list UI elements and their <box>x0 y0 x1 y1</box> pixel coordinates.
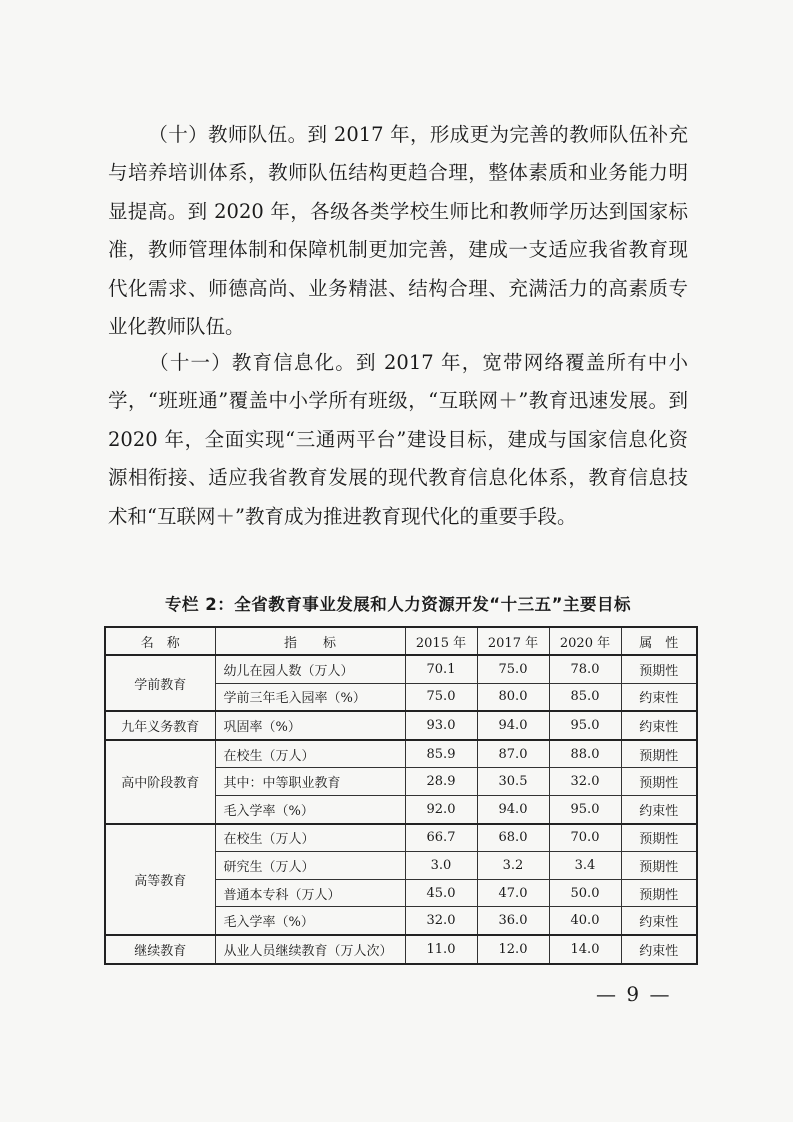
value-2015: 93.0 <box>405 711 477 740</box>
attribute-cell: 预期性 <box>621 740 697 768</box>
attribute-cell: 约束性 <box>621 907 697 935</box>
page-number: — 9 — <box>596 982 672 1006</box>
indicator-cell: 在校生（万人） <box>215 824 405 852</box>
value-2017: 80.0 <box>477 683 549 711</box>
value-2020: 70.0 <box>549 824 621 852</box>
group-name: 继续教育 <box>105 935 215 964</box>
group-name: 九年义务教育 <box>105 711 215 740</box>
value-2015: 92.0 <box>405 795 477 823</box>
value-2020: 14.0 <box>549 935 621 964</box>
indicator-cell: 巩固率（%） <box>215 711 405 740</box>
value-2015: 45.0 <box>405 879 477 907</box>
value-2020: 95.0 <box>549 711 621 740</box>
attribute-cell: 预期性 <box>621 655 697 683</box>
value-2017: 47.0 <box>477 879 549 907</box>
attribute-cell: 约束性 <box>621 683 697 711</box>
value-2020: 85.0 <box>549 683 621 711</box>
attribute-cell: 约束性 <box>621 795 697 823</box>
value-2017: 87.0 <box>477 740 549 768</box>
header-2020: 2020 年 <box>549 627 621 655</box>
table-header-row <box>105 627 697 655</box>
attribute-cell: 预期性 <box>621 768 697 796</box>
header-2017: 2017 年 <box>477 627 549 655</box>
paragraph-heading: （十一）教育信息化。 <box>148 351 356 374</box>
table-row <box>105 935 697 964</box>
indicator-cell: 从业人员继续教育（万人次） <box>215 935 405 964</box>
header-2015: 2015 年 <box>405 627 477 655</box>
attribute-cell: 预期性 <box>621 879 697 907</box>
header-indicator: 指 标 <box>215 627 405 655</box>
value-2020: 3.4 <box>549 852 621 880</box>
value-2015: 3.0 <box>405 852 477 880</box>
indicator-cell: 幼儿在园人数（万人） <box>215 655 405 683</box>
value-2020: 95.0 <box>549 795 621 823</box>
value-2017: 94.0 <box>477 795 549 823</box>
value-2017: 75.0 <box>477 655 549 683</box>
value-2017: 12.0 <box>477 935 549 964</box>
attribute-cell: 预期性 <box>621 852 697 880</box>
value-2015: 75.0 <box>405 683 477 711</box>
indicator-cell: 毛入学率（%） <box>215 795 405 823</box>
indicator-cell: 学前三年毛入园率（%） <box>215 683 405 711</box>
group-name: 学前教育 <box>105 655 215 711</box>
indicator-cell: 在校生（万人） <box>215 740 405 768</box>
paragraph-teachers <box>108 116 688 346</box>
indicator-cell: 其中：中等职业教育 <box>215 768 405 796</box>
paragraph-body: 到 2017 年，形成更为完善的教师队伍补充与培养培训体系，教师队伍结构更趋合理，整体素质和业务能力明显提高。到 2020 年，各级各类学校生师比和教师学历达到国家标准，教师管理体制和保障机制更加完善，建成一支适应我省教育现代化需求、师德高尚、业务精湛、结构合理、充满活力的高素质专业化教师队伍。 <box>108 123 688 339</box>
value-2017: 68.0 <box>477 824 549 852</box>
group-name: 高中阶段教育 <box>105 740 215 824</box>
value-2015: 66.7 <box>405 824 477 852</box>
attribute-cell: 预期性 <box>621 824 697 852</box>
goals-table <box>104 626 698 965</box>
paragraph-body: 到 2017 年，宽带网络覆盖所有中小学，“班班通”覆盖中小学所有班级，“互联网＋”教育迅速发展。到 2020 年，全面实现“三通两平台”建设目标，建成与国家信息化资源相衔接、适应我省教育发展的现代教育信息化体系，教育信息技术和“互联网＋”教育成为推进教育现代化的重要手段。 <box>108 351 688 528</box>
indicator-cell: 研究生（万人） <box>215 852 405 880</box>
table-row <box>105 711 697 740</box>
table-row <box>105 740 697 768</box>
indicator-cell: 普通本专科（万人） <box>215 879 405 907</box>
value-2015: 32.0 <box>405 907 477 935</box>
paragraph-informatization <box>108 344 688 536</box>
value-2017: 30.5 <box>477 768 549 796</box>
indicator-cell: 毛入学率（%） <box>215 907 405 935</box>
attribute-cell: 约束性 <box>621 711 697 740</box>
value-2020: 32.0 <box>549 768 621 796</box>
value-2017: 3.2 <box>477 852 549 880</box>
header-attribute: 属 性 <box>621 627 697 655</box>
value-2015: 85.9 <box>405 740 477 768</box>
header-name: 名 称 <box>105 627 215 655</box>
table-row <box>105 824 697 852</box>
value-2020: 50.0 <box>549 879 621 907</box>
value-2015: 11.0 <box>405 935 477 964</box>
value-2020: 78.0 <box>549 655 621 683</box>
attribute-cell: 约束性 <box>621 935 697 964</box>
value-2020: 88.0 <box>549 740 621 768</box>
value-2017: 36.0 <box>477 907 549 935</box>
table-caption: 专栏 2：全省教育事业发展和人力资源开发“十三五”主要目标 <box>165 595 631 614</box>
paragraph-heading: （十）教师队伍。 <box>148 123 308 146</box>
value-2015: 28.9 <box>405 768 477 796</box>
table-row <box>105 655 697 683</box>
group-name: 高等教育 <box>105 824 215 935</box>
value-2015: 70.1 <box>405 655 477 683</box>
value-2017: 94.0 <box>477 711 549 740</box>
value-2020: 40.0 <box>549 907 621 935</box>
